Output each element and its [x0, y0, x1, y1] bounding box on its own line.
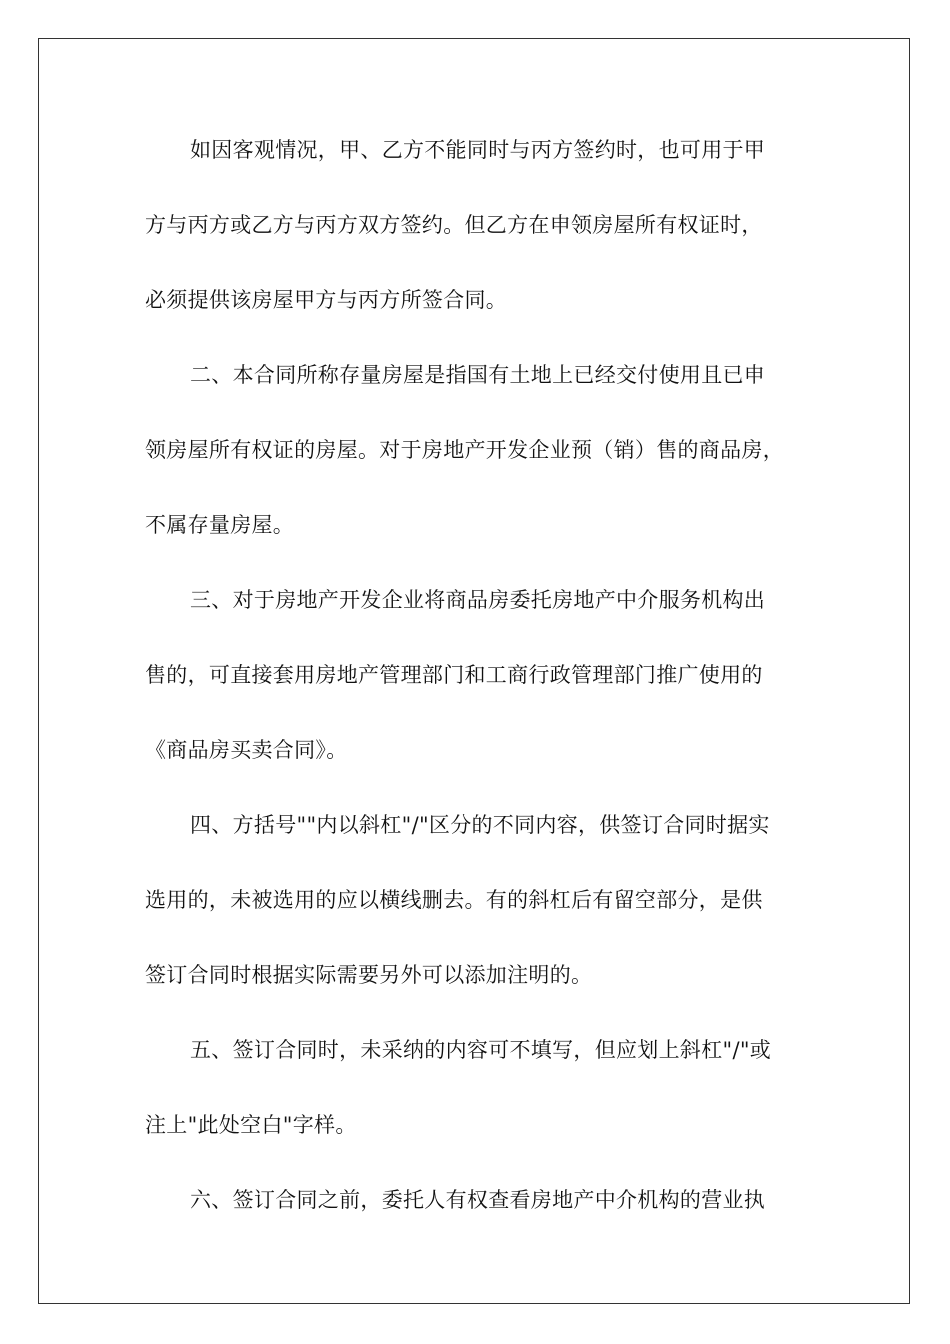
paragraph-1-line-1: 如因客观情况，甲、乙方不能同时与丙方签约时，也可用于甲 [190, 138, 766, 162]
document-body [145, 130, 810, 1255]
paragraph-4-line-2: 选用的，未被选用的应以横线删去。有的斜杠后有留空部分，是供 [145, 888, 763, 912]
paragraph-1-line-3: 必须提供该房屋甲方与丙方所签合同。 [145, 288, 508, 312]
paragraph-5-line-1: 五、签订合同时，未采纳的内容可不填写，但应划上斜杠"/"或 [190, 1038, 772, 1062]
paragraph-3-line-3: 《商品房买卖合同》。 [145, 738, 348, 762]
paragraph-2-line-2: 领房屋所有权证的房屋。对于房地产开发企业预（销）售的商品房， [145, 438, 784, 462]
paragraph-3-line-2: 售的，可直接套用房地产管理部门和工商行政管理部门推广使用的 [145, 663, 763, 687]
paragraph-2-line-1: 二、本合同所称存量房屋是指国有土地上已经交付使用且已申 [190, 363, 766, 387]
paragraph-6-line-1: 六、签订合同之前，委托人有权查看房地产中介机构的营业执 [190, 1188, 766, 1212]
paragraph-4-line-3: 签订合同时根据实际需要另外可以添加注明的。 [145, 963, 593, 987]
paragraph-5-line-2: 注上"此处空白"字样。 [145, 1113, 357, 1137]
paragraph-2-line-3: 不属存量房屋。 [145, 513, 295, 537]
paragraph-1-line-2: 方与丙方或乙方与丙方双方签约。但乙方在申领房屋所有权证时， [145, 213, 763, 237]
paragraph-3-line-1: 三、对于房地产开发企业将商品房委托房地产中介服务机构出 [190, 588, 766, 612]
paragraph-4-line-1: 四、方括号""内以斜杠"/"区分的不同内容，供签订合同时据实 [190, 813, 770, 837]
